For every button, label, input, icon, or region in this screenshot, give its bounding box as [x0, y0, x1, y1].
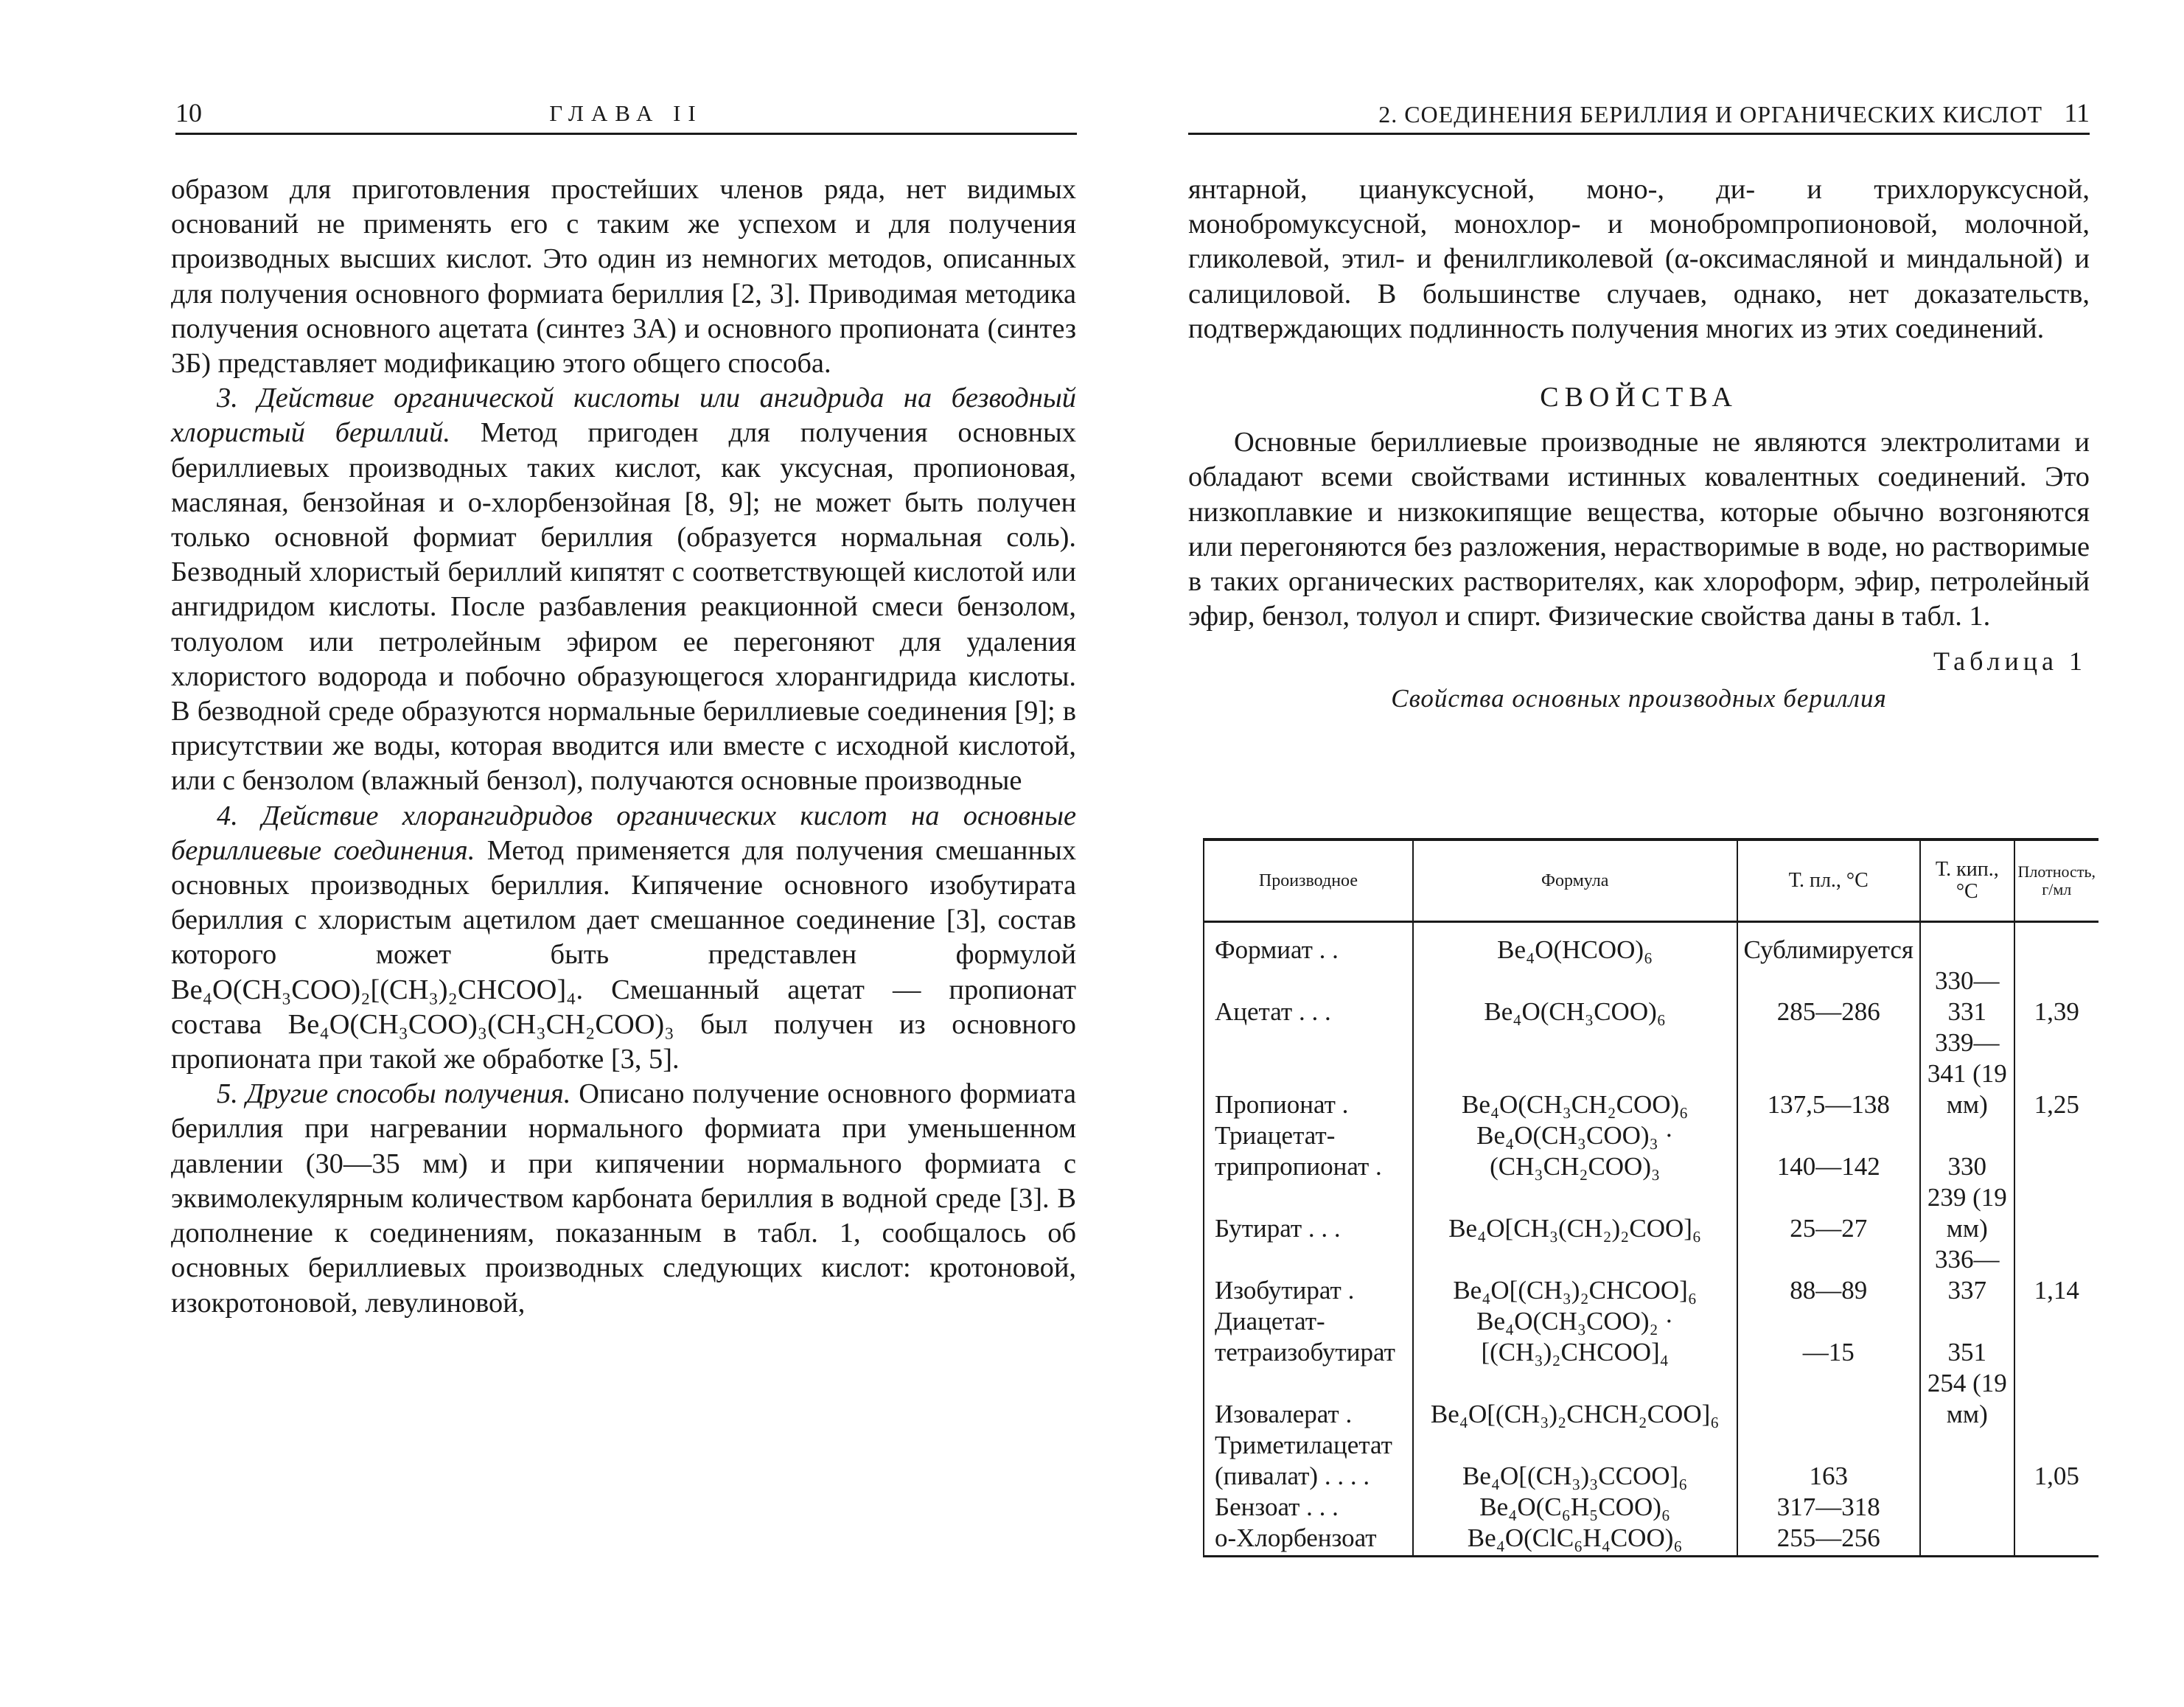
method-4-text-2: Смешанный ацетат — пропионат состава [171, 974, 1076, 1040]
method-5-text: Описано получение основного формиата бериллия при нагревании нормального формиата при уменьшенном давлении (30—35 мм) и при кипячении нормального формиата с эквимолекулярным количеством карбоната бериллия в водной среде [3]. В дополнение к соединениям, показанным в табл. 1, сообщалось об основных бериллиевых производных следующих кислот: кротоновой, изокротоновой, левулиновой, [171, 1078, 1076, 1319]
method-5-heading: 5. Другие способы получения. [217, 1078, 571, 1110]
method-4-paragraph [171, 799, 1076, 1078]
method-4-text-3: был получен из основного пропионата при такой же обработке [3, 5]. [171, 1008, 1076, 1075]
table-cell-bp [1920, 1430, 2014, 1492]
running-head-right: 2. СОЕДИНЕНИЯ БЕРИЛЛИЯ И ОРГАНИЧЕСКИХ КИСЛОТ [1378, 101, 2042, 128]
table-cell-density [2014, 1120, 2098, 1182]
table-cell-name: Триацетат-трипропионат . [1204, 1120, 1413, 1182]
table-row [1204, 922, 2098, 966]
table-body [1204, 922, 2098, 1557]
method-5-paragraph [171, 1077, 1076, 1320]
table-label: Таблица 1 [1933, 646, 2087, 677]
table-row [1204, 1027, 2098, 1120]
table-cell-mp: 317—318 [1737, 1492, 1921, 1523]
paragraph-properties: Основные бериллиевые производные не являются электролитами и обладают всеми свойствами истинных ковалентных соединений. Это низкоплавкие и низкокипящие вещества, которые обычно возгоняются или перегоняются без разложения, нерастворимые в воде, но растворимые в таких органических растворителях, как хлороформ, эфир, петролейный эфир, бензол, толуол и спирт. Физические свойства даны в табл. 1. [1188, 427, 2090, 632]
right-page-header [1188, 98, 2090, 135]
running-head-left: ГЛАВА II [549, 100, 703, 126]
section-title: СВОЙСТВА [1540, 382, 1738, 413]
table-cell-name: Бензоат . . . [1204, 1492, 1413, 1523]
table-cell-name: Изовалерат . [1204, 1368, 1413, 1430]
page-number-left: 10 [175, 98, 202, 128]
left-page-header [175, 98, 1077, 135]
formula-mixed-propionate: Be₄O(CH₃COO)₃(CH₃CH₂COO)₃ [287, 1008, 674, 1040]
table-caption: Свойства основных производных бериллия [1391, 683, 1887, 713]
table-cell-name: Триметилацетат (пивалат) . . . . [1204, 1430, 1413, 1492]
method-3-text: Метод пригоден для получения основных бериллиевых производных таких кислот, как уксусная, пропионовая, масляная, бензойная и о-хлорбензойная [8, 9]; не может быть получен только основной формиат бериллия (образуется нормальная соль). Безводный хлористый бериллий кипятят с соответствующей кислотой или ангидридом кислоты. После разбавления реакционной смеси бензолом, толуолом или петролейным эфиром ее перегоняют для удаления хлористого водорода и побочно образующегося хлорангидрида кислоты. В безводной среде образуются нормальные бериллиевые соединения [9]; в присутствии же воды, которая вводится или вместе с исходной кислотой, или с бензолом (влажный бензол), получаются основные производные [171, 417, 1076, 797]
table-row [1204, 1306, 2098, 1368]
table-row [1204, 1182, 2098, 1244]
method-3-heading: 3. Действие органической кислоты или ангидрида на безводный хлористый бериллий. [171, 383, 1076, 449]
table-cell-name: Пропионат . [1204, 1027, 1413, 1120]
table-cell-formula: Be₄O(HCOO)₆ [1413, 922, 1737, 966]
table-row [1204, 1523, 2098, 1557]
col-header-name: Производное [1204, 839, 1413, 922]
table-cell-formula: Be₄O(CH₃CH₂COO)₆ [1413, 1027, 1737, 1120]
table-cell-name: о-Хлорбензоат [1204, 1523, 1413, 1557]
table-cell-density [2014, 1182, 2098, 1244]
table-cell-bp [1920, 1492, 2014, 1523]
table-cell-density [2014, 1306, 2098, 1368]
left-page-body [171, 172, 1076, 1321]
table-cell-density: 1,39 [2014, 966, 2098, 1027]
table-cell-formula: Be₄O(CH₃COO)₆ [1413, 966, 1737, 1027]
col-header-formula: Формула [1413, 839, 1737, 922]
table-cell-mp: 137,5—138 [1737, 1027, 1921, 1120]
table-cell-bp: 336—337 [1920, 1244, 2014, 1306]
table-cell-bp: 330 [1920, 1120, 2014, 1182]
table-cell-mp: 285—286 [1737, 966, 1921, 1027]
table-cell-bp: 254 (19 мм) [1920, 1368, 2014, 1430]
table-cell-name: Изобутират . [1204, 1244, 1413, 1306]
table-cell-bp [1920, 922, 2014, 966]
table-cell-bp: 351 [1920, 1306, 2014, 1368]
table-row [1204, 1492, 2098, 1523]
table-cell-formula: Be₄O[(CH₃)₃CCOO]₆ [1413, 1430, 1737, 1492]
table-cell-formula: Be₄O(CH₃COO)₂ · [(CH₃)₂CHCOO]₄ [1413, 1306, 1737, 1368]
table-cell-density: 1,05 [2014, 1430, 2098, 1492]
table-row [1204, 1244, 2098, 1306]
table-row [1204, 1368, 2098, 1430]
formula-mixed-isobutyrate: Be₄O(CH₃COO)₂[(CH₃)₂CHCOO]₄. [171, 974, 584, 1005]
table-cell-formula: Be₄O(ClC₆H₄COO)₆ [1413, 1523, 1737, 1557]
table-cell-formula: Be₄O(C₆H₅COO)₆ [1413, 1492, 1737, 1523]
table-cell-mp: 25—27 [1737, 1182, 1921, 1244]
table-cell-density [2014, 1523, 2098, 1557]
table-cell-bp [1920, 1523, 2014, 1557]
table-cell-formula: Be₄O[(CH₃)₂CHCH₂COO]₆ [1413, 1368, 1737, 1430]
table-cell-name: Ацетат . . . [1204, 966, 1413, 1027]
table-cell-formula: Be₄O(CH₃COO)₃ · (CH₃CH₂COO)₃ [1413, 1120, 1737, 1182]
table-cell-density: 1,25 [2014, 1027, 2098, 1120]
right-page [1091, 0, 2184, 1707]
table-cell-density [2014, 1368, 2098, 1430]
table-cell-formula: Be₄O[(CH₃)₂CHCOO]₆ [1413, 1244, 1737, 1306]
table-cell-bp: 330—331 [1920, 966, 2014, 1027]
right-page-body [1188, 172, 2090, 716]
table-row [1204, 966, 2098, 1027]
table-cell-formula: Be₄O[CH₃(CH₂)₂COO]₆ [1413, 1182, 1737, 1244]
method-3-paragraph [171, 381, 1076, 798]
table-cell-mp: 140—142 [1737, 1120, 1921, 1182]
table-cell-mp: Сублимируется [1737, 922, 1921, 966]
table-cell-mp: 255—256 [1737, 1523, 1921, 1557]
properties-table [1203, 838, 2098, 1557]
paragraph-acids-list: янтарной, циануксусной, моно-, ди- и трихлоруксусной, монобромуксусной, монохлор- и монобромпропионовой, молочной, гликолевой, этил- и фенилгликолевой (α-оксимасляной и миндальной) и салициловой. В большинстве случаев, однако, нет доказательств, подтверждающих подлинность получения многих из этих соединений. [1188, 174, 2090, 344]
table-cell-mp: —15 [1737, 1306, 1921, 1368]
table-cell-mp: 163 [1737, 1430, 1921, 1492]
table-row [1204, 1120, 2098, 1182]
table-cell-density [2014, 922, 2098, 966]
table-cell-density [2014, 1492, 2098, 1523]
table-cell-density: 1,14 [2014, 1244, 2098, 1306]
col-header-density: Плотность, г/мл [2014, 839, 2098, 922]
col-header-mp: Т. пл., °С [1737, 839, 1921, 922]
paragraph-continuation: образом для приготовления простейших членов ряда, нет видимых оснований не применять его с таким же успехом и для получения производных высших кислот. Это один из немногих методов, описанных для получения основного формиата бериллия [2, 3]. Приводимая методика получения основного ацетата (синтез 3А) и основного пропионата (синтез 3Б) представляет модификацию этого общего способа. [171, 174, 1076, 380]
table-cell-name: Бутират . . . [1204, 1182, 1413, 1244]
method-4-text-1: Метод применяется для получения смешанных основных производных бериллия. Кипячение основного изобутирата бериллия с хлористым ацетилом дает смешанное соединение [3], состав которого может быть представлен формулой [171, 834, 1076, 971]
table-row [1204, 1430, 2098, 1492]
table-cell-mp [1737, 1368, 1921, 1430]
left-page [0, 0, 1091, 1707]
table-cell-bp: 239 (19 мм) [1920, 1182, 2014, 1244]
table-cell-bp: 339—341 (19 мм) [1920, 1027, 2014, 1120]
table-cell-name: Диацетат-тетраизобутират [1204, 1306, 1413, 1368]
table-cell-name: Формиат . . [1204, 922, 1413, 966]
col-header-bp: Т. кип., °С [1920, 839, 2014, 922]
method-4-heading: 4. Действие хлорангидридов органических кислот на основные бериллиевые соединения. [171, 800, 1076, 866]
table-header-row [1204, 839, 2098, 922]
page-number-right: 11 [2064, 98, 2090, 128]
table-cell-mp: 88—89 [1737, 1244, 1921, 1306]
